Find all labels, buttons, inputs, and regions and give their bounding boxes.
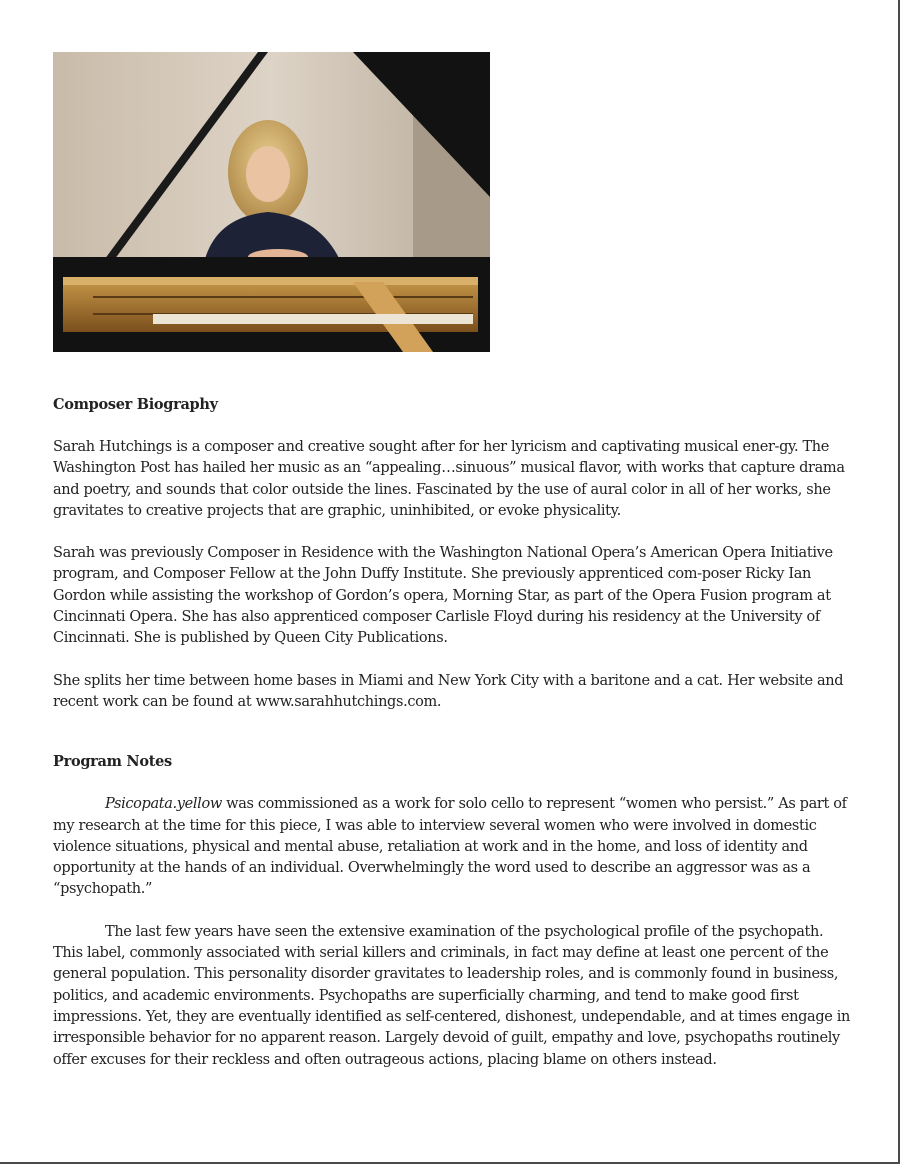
bio-heading: Composer Biography: [53, 396, 218, 413]
piece-title: Psicopata.yellow: [105, 796, 222, 813]
page-content: [53, 394, 853, 1092]
bio-paragraph: Sarah Hutchings is a composer and creative sought after for her lyricism and captivating musical ener-gy. The Washington Post has hailed her music as an “appealing…sinuous” musical flavor, with works that capture drama and poetry, and sounds that color outside the lines. Fascinated by the use of aural color in all of her works, she gravitates to creative projects that are graphic, uninhibited, or evoke physicality.: [53, 439, 845, 519]
bio-paragraph: Sarah was previously Composer in Residence with the Washington National Opera’s American Opera Initiative program, and Composer Fellow at the John Duffy Institute. She previously apprenticed com-poser Ricky Ian Gordon while assisting the workshop of Gordon’s opera, Morning Star, as part of the Opera Fusion program at Cincinnati Opera. She has also apprenticed composer Carlisle Floyd during his residency at the University of Cincinnati. She is published by Queen City Publications.: [53, 545, 833, 647]
bio-paragraph: She splits her time between home bases in Miami and New York City with a baritone and a cat. Her website and recent work can be found at www.sarahhutchings.com.: [53, 672, 844, 710]
program-notes-paragraph: [53, 794, 853, 900]
program-notes-paragraph: The last few years have seen the extensive examination of the psychological profile of the psychopath. This label, commonly associated with serial killers and criminals, in fact may define at least one percent of the general population. This personality disorder gravitates to leadership roles, and is commonly found in business, politics, and academic environments. Psychopaths are superficially charming, and tend to make good first impressions. Yet, they are eventually identified as self-centered, dishonest, undependable, and at times engage in irresponsible behavior for no apparent reason. Largely devoid of guilt, empathy and love, psychopaths routinely offer excuses for their reckless and often outrageous actions, placing blame on others instead.: [53, 923, 851, 1068]
program-notes-heading: Program Notes: [53, 753, 172, 771]
program-notes-text: was commissioned as a work for solo cello to represent “women who persist.” As part of my research at the time for this piece, I was able to interview several women who were involved in domestic violence situations, physical and mental abuse, retaliation at work and in the home, and loss of identity and opportunity at the hands of an individual. Overwhelmingly the word used to describe an aggressor was as a “psychopath.”: [53, 796, 847, 898]
composer-photo: [53, 52, 490, 352]
composer-photo-illustration: [53, 52, 490, 352]
